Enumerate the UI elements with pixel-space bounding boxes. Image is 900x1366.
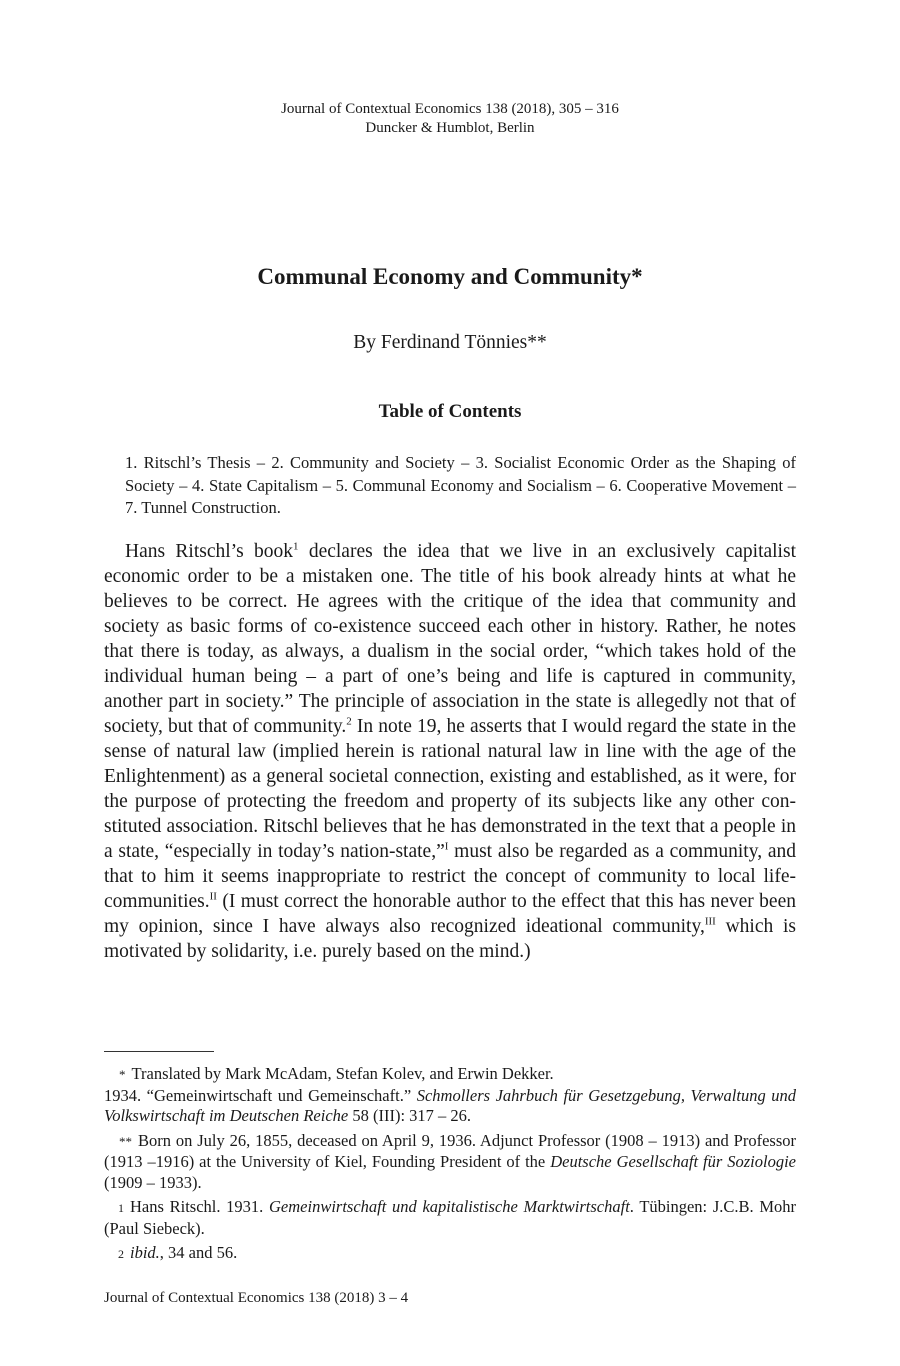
footnote-mark: * [119, 1067, 126, 1082]
author-byline: By Ferdinand Tönnies** [353, 332, 547, 353]
publisher-line: Duncker & Humblot, Berlin [365, 120, 535, 136]
footnote-1 [104, 1197, 796, 1239]
body-text-1: Hans Ritschl’s book [125, 541, 293, 562]
footnote-italic: Schmollers Jahrbuch für Gesetzgebung, Verwaltung und Volkswirtschaft im Deutschen Reiche [104, 1085, 796, 1125]
footnote-mark: 1 [118, 1201, 124, 1215]
body-text-4: must also be regarded as a community, and that to him it seems inappropriate to restrict the concept of community to local life-communities. [104, 841, 796, 912]
journal-citation: Journal of Contextual Economics 138 (2018), 305 – 316 [281, 101, 619, 117]
toc-text: 1. Ritschl’s Thesis – 2. Community and Society – 3. Socialist Economic Order as the Shaping of Society – 4. State Capitalism – 5. Communal Economy and Socialism – 6. Cooperative Movement – 7. Tunnel Construction. [125, 453, 796, 517]
toc-heading: Table of Contents [378, 401, 522, 422]
footnote-text: (1909 – 1933). [104, 1172, 202, 1192]
article-title: Communal Economy and Community* [257, 264, 643, 289]
running-footer: Journal of Contextual Economics 138 (2018) 3 – 4 [104, 1290, 409, 1306]
footnote-ref-2: 2 [346, 715, 352, 728]
footnote-text: Translated by Mark McAdam, Stefan Kolev, and Erwin Dekker. [131, 1064, 554, 1083]
footnote-text: 58 (III): 317 – 26. [348, 1106, 472, 1125]
footnote-2 [104, 1243, 796, 1265]
note-ref-III: III [704, 915, 716, 928]
footnote-double-star [104, 1131, 796, 1194]
footnote-italic: Gemeinwirtschaft und kapitalistische Marktwirtschaft [269, 1197, 630, 1216]
footnote-divider [104, 1051, 214, 1052]
footnote-ref-1: 1 [293, 540, 299, 553]
body-text-3: In note 19, he asserts that I would regard the state in the sense of natural law (implied herein is rational natural law in line with the age of the Enlightenment) as a general societal connection, existing and established, as it were, for the purpose of protecting the freedom and property of its subjects like any other constituted association. Ritschl believes that he has demonstrated in the text that a people in a state, “especially in today’s nation-state,” [104, 716, 796, 862]
footnotes [104, 1064, 796, 1269]
footnote-text: , 34 and 56. [159, 1243, 238, 1262]
body-text-5: (I must correct the honorable author to the effect that this has never been my opinion, since I have always also recognized ideational community, [104, 891, 796, 937]
footnote-mark: ** [119, 1133, 132, 1149]
note-ref-II: II [209, 890, 217, 903]
running-header [0, 100, 900, 138]
footnote-text: . Tübingen: J.C.B. Mohr (Paul Siebeck). [104, 1197, 796, 1238]
footnote-text: Hans Ritschl. 1931. [130, 1197, 269, 1216]
footnote-italic: ibid. [130, 1243, 160, 1262]
body-text-2: declares the idea that we live in an exclusively capitalist economic order to be a mistaken one. The title of his book already hints at what he believes to be correct. He agrees with the critique of the idea that community and society as basic forms of co-existence succeed each other in history. Rather, he notes that there is today, as always, a dualism in the social order, “which takes hold of the individual human being – a part of one’s being and life is captured in community, another part in society.” The principle of association in the state is allegedly not that of society, but that of community. [104, 541, 796, 737]
body-text-6: which is motivated by solidarity, i.e. purely based on the mind.) [104, 916, 796, 962]
note-ref-I: I [444, 840, 449, 853]
footnote-italic: Deutsche Gesellschaft für Soziologie [550, 1152, 796, 1171]
footnote-star [104, 1064, 796, 1127]
body-paragraph [104, 539, 796, 964]
footnote-text: Born on July 26, 1855, deceased on April 9, 1936. Adjunct Professor (1908 – 1913) and Professor (1913 –1916) at the University of Kiel, Founding President of the [104, 1130, 796, 1171]
footnote-mark: 2 [118, 1247, 124, 1261]
footnote-text: 1934. “Gemeinwirtschaft und Gemeinschaft.” [104, 1085, 417, 1105]
